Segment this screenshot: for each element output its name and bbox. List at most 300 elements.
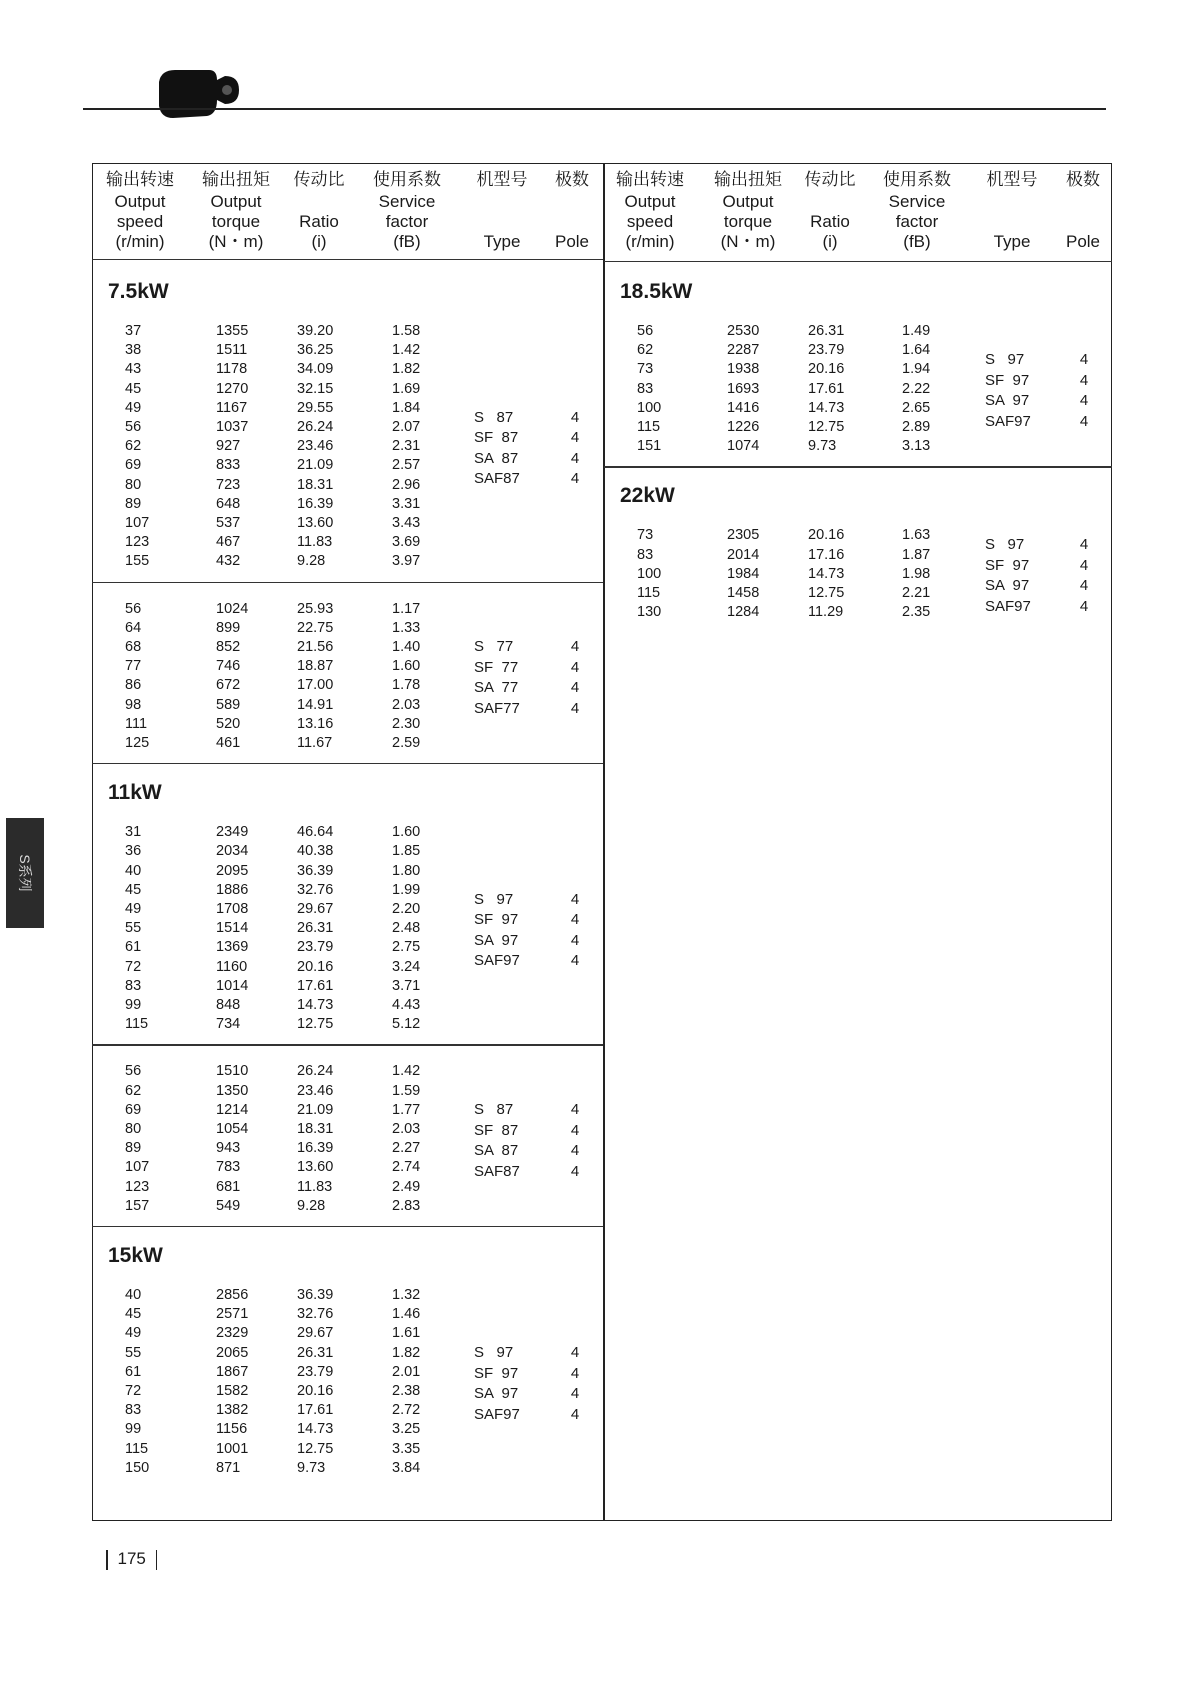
table-cell: 31 [125, 824, 142, 841]
table-cell: 18.31 [297, 476, 334, 493]
table-cell: 2.83 [392, 1197, 421, 1214]
table-cell: 56 [125, 600, 142, 617]
header-line: factor [895, 212, 939, 231]
table-cell: 123 [125, 1178, 150, 1195]
pole-value: 4 [570, 931, 580, 949]
table-cell: 56 [637, 323, 654, 339]
table-cell: 21.09 [297, 457, 334, 474]
table-cell: 2.59 [392, 735, 421, 751]
table-cell: 49 [125, 399, 142, 416]
table-cell: 32.15 [297, 380, 334, 397]
type-list [474, 890, 520, 972]
table-cell: 1214 [216, 1101, 249, 1118]
table-cell: 1178 [216, 361, 248, 378]
table-cell: 1511 [216, 342, 248, 359]
header-bottom-rule-left [92, 259, 603, 260]
header-line: Type [993, 232, 1031, 251]
table-cell: 1.40 [392, 639, 421, 655]
table-cell: 26.24 [297, 1063, 334, 1080]
type-code: S 97 [474, 1344, 514, 1361]
table-cell: 14.73 [808, 565, 845, 582]
table-cell: 89 [125, 1140, 142, 1157]
table-cell: 21.56 [297, 639, 334, 655]
header-line [780, 192, 880, 212]
pole-value: 4 [570, 1364, 580, 1382]
type-code: S 97 [985, 351, 1025, 369]
table-cell: 1.59 [392, 1082, 421, 1099]
table-cell: 73 [637, 527, 654, 544]
table-cell: 23.46 [297, 438, 334, 455]
table-cell: 1582 [216, 1383, 249, 1399]
table-cell: 1270 [216, 380, 249, 397]
header-line: (r/min) [115, 232, 165, 251]
table-cell: 46.64 [297, 824, 334, 841]
type-code: S 77 [474, 638, 514, 656]
table-cell: 1160 [216, 958, 248, 975]
table-cell: 943 [216, 1140, 241, 1157]
type-code: SF 97 [985, 371, 1030, 389]
table-cell: 123 [125, 534, 150, 551]
table-cell: 1024 [216, 600, 249, 617]
table-cell: 45 [125, 881, 142, 898]
series-side-tab: S系列 [6, 818, 44, 928]
table-cell: 1.33 [392, 619, 421, 636]
pole-value: 4 [570, 699, 580, 717]
table-cell: 26.31 [297, 920, 334, 937]
header-line: 极数 [555, 170, 589, 189]
header-line: (i) [822, 232, 838, 251]
table-cell: 12.75 [297, 1016, 334, 1033]
pole-value: 4 [570, 408, 580, 426]
table-cell: 2.07 [392, 419, 421, 435]
pole-list [1074, 350, 1094, 432]
pole-value: 4 [570, 679, 580, 697]
table-cell: 34.09 [297, 361, 334, 378]
table-cell: 61 [125, 939, 142, 956]
header-line: 输出转速 [106, 170, 174, 189]
table-cell: 11.83 [297, 1178, 333, 1195]
column-header [600, 170, 700, 252]
table-cell: 100 [637, 399, 662, 416]
table-cell: 2.20 [392, 901, 421, 917]
header-line [269, 192, 369, 212]
pole-list [1074, 535, 1094, 617]
column-header [1033, 170, 1133, 252]
type-list [474, 1343, 520, 1425]
table-cell: 1054 [216, 1121, 249, 1137]
table-cell: 25.93 [297, 600, 334, 617]
table-cell: 1.42 [392, 342, 421, 359]
table-cell: 17.16 [808, 546, 845, 563]
table-cell: 23.79 [297, 1363, 334, 1380]
table-cell: 1693 [727, 380, 760, 397]
group-divider [604, 466, 1112, 467]
table-cell: 17.61 [297, 977, 334, 994]
pole-value: 4 [570, 1344, 580, 1361]
table-cell: 23.79 [808, 342, 845, 359]
table-cell: 2856 [216, 1287, 249, 1303]
table-cell: 1284 [727, 604, 760, 621]
table-cell: 130 [637, 604, 662, 621]
table-cell: 61 [125, 1363, 142, 1380]
type-code: SF 87 [474, 429, 519, 447]
table-cell: 3.43 [392, 515, 421, 531]
table-cell: 2.72 [392, 1402, 421, 1419]
table-cell: 20.16 [297, 1383, 334, 1399]
table-cell: 1.60 [392, 658, 421, 675]
type-code: SA 87 [474, 449, 519, 467]
table-cell: 29.67 [297, 1325, 334, 1342]
table-cell: 681 [216, 1178, 241, 1195]
table-cell: 927 [216, 438, 241, 455]
table-cell: 648 [216, 495, 241, 512]
table-cell: 17.61 [297, 1402, 334, 1419]
pole-value: 4 [570, 1405, 580, 1423]
table-cell: 72 [125, 958, 142, 975]
table-cell: 2.57 [392, 457, 421, 474]
pole-value: 4 [1079, 597, 1089, 615]
table-cell: 1.61 [392, 1325, 421, 1342]
table-cell: 2.65 [902, 399, 931, 416]
table-cell: 746 [216, 658, 241, 675]
table-cell: 2349 [216, 824, 249, 841]
table-cell: 2.38 [392, 1383, 421, 1399]
table-cell: 13.60 [297, 515, 334, 531]
table-cell: 40 [125, 1287, 142, 1303]
header-line: 输出扭矩 [202, 170, 270, 189]
table-cell: 1.87 [902, 546, 931, 563]
type-code: S 87 [474, 408, 514, 426]
table-cell: 26.24 [297, 419, 334, 435]
table-cell: 3.24 [392, 958, 421, 975]
table-cell: 1867 [216, 1363, 249, 1380]
column-header [90, 170, 190, 252]
type-code: SF 97 [985, 556, 1030, 574]
type-code: SF 77 [474, 658, 519, 676]
table-cell: 43 [125, 361, 142, 378]
table-cell: 537 [216, 515, 241, 531]
table-cell: 1037 [216, 419, 249, 435]
table-cell: 1510 [216, 1063, 249, 1080]
pole-value: 4 [570, 1142, 580, 1160]
table-cell: 68 [125, 639, 142, 655]
pole-value: 4 [570, 429, 580, 447]
table-cell: 1.58 [392, 323, 421, 339]
table-cell: 2.35 [902, 604, 931, 621]
table-cell: 1.63 [902, 527, 931, 544]
header-line: Output [624, 192, 676, 211]
power-section-title: 22kW [620, 484, 675, 508]
table-cell: 125 [125, 735, 150, 751]
group-divider [92, 1226, 603, 1227]
pole-value: 4 [570, 911, 580, 929]
table-cell: 26.31 [808, 323, 845, 339]
table-cell: 9.28 [297, 553, 326, 570]
table-cell: 1.46 [392, 1306, 421, 1323]
table-cell: 1.85 [392, 843, 421, 860]
table-cell: 467 [216, 534, 241, 551]
table-cell: 1167 [216, 399, 248, 416]
table-cell: 69 [125, 1101, 142, 1118]
table-cell: 107 [125, 515, 150, 531]
table-cell: 20.16 [808, 527, 845, 544]
table-cell: 461 [216, 735, 241, 751]
pole-value: 4 [570, 890, 580, 908]
table-cell: 734 [216, 1016, 241, 1033]
type-code: SF 87 [474, 1121, 519, 1139]
header-line: Type [483, 232, 521, 251]
pole-value: 4 [570, 638, 580, 656]
table-cell: 14.73 [297, 997, 334, 1013]
header-line: Output [210, 192, 262, 211]
table-cell: 36.39 [297, 1287, 334, 1303]
table-cell: 1.69 [392, 380, 421, 397]
table-cell: 2065 [216, 1344, 249, 1361]
pole-value: 4 [1079, 556, 1089, 574]
header-line: speed [116, 212, 164, 231]
table-cell: 1.98 [902, 565, 931, 582]
table-cell: 2014 [727, 546, 760, 563]
header-bottom-rule-right [604, 261, 1112, 262]
table-cell: 9.73 [297, 1459, 326, 1476]
table-cell: 55 [125, 1344, 142, 1361]
table-cell: 72 [125, 1383, 142, 1399]
table-cell: 11.29 [808, 604, 844, 621]
type-list [474, 637, 520, 719]
column-header [269, 170, 369, 252]
table-cell: 80 [125, 476, 142, 493]
type-code: SF 97 [474, 1364, 519, 1382]
table-cell: 3.25 [392, 1421, 421, 1438]
table-cell: 11.67 [297, 735, 333, 751]
header-line: Ratio [810, 212, 850, 231]
pole-value: 4 [570, 1101, 580, 1119]
pole-value: 4 [570, 470, 580, 488]
table-cell: 2.03 [392, 1121, 421, 1137]
page-number: 175 [96, 1549, 167, 1570]
type-code: SAF87 [474, 470, 520, 488]
group-divider [92, 763, 603, 764]
table-cell: 111 [125, 715, 148, 732]
table-cell: 62 [637, 342, 654, 359]
header-line: 机型号 [476, 170, 528, 189]
group-divider [92, 582, 603, 583]
table-cell: 1001 [216, 1440, 249, 1457]
table-cell: 1350 [216, 1082, 249, 1099]
header-line: (N・m) [208, 232, 264, 251]
table-cell: 4.43 [392, 997, 421, 1013]
table-cell: 871 [216, 1459, 241, 1476]
table-cell: 2.48 [392, 920, 421, 937]
table-cell: 2530 [727, 323, 760, 339]
type-list [985, 350, 1031, 432]
table-cell: 89 [125, 495, 142, 512]
table-cell: 899 [216, 619, 241, 636]
table-cell: 2095 [216, 862, 249, 879]
table-cell: 1014 [216, 977, 249, 994]
table-cell: 73 [637, 361, 654, 378]
table-cell: 12.75 [297, 1440, 334, 1457]
table-cell: 1.84 [392, 399, 421, 416]
table-cell: 1708 [216, 901, 249, 917]
header-line: 使用系数 [883, 170, 951, 189]
header-line: Ratio [299, 212, 339, 231]
table-cell: 80 [125, 1121, 142, 1137]
table-cell: 99 [125, 997, 142, 1013]
power-section-title: 18.5kW [620, 280, 693, 303]
table-cell: 1074 [727, 438, 760, 455]
header-line: Service [888, 192, 946, 211]
table-cell: 589 [216, 696, 241, 713]
table-cell: 2.89 [902, 419, 931, 435]
pole-value: 4 [1079, 371, 1089, 389]
header-line: 机型号 [986, 170, 1038, 189]
table-cell: 1.32 [392, 1287, 421, 1303]
table-cell: 18.31 [297, 1121, 334, 1137]
table-cell: 40.38 [297, 843, 334, 860]
pole-value: 4 [1079, 351, 1089, 369]
table-cell: 20.16 [808, 361, 845, 378]
table-cell: 1355 [216, 323, 249, 339]
pole-value: 4 [570, 1385, 580, 1402]
table-cell: 1156 [216, 1421, 248, 1438]
table-cell: 14.73 [808, 399, 845, 416]
table-cell: 432 [216, 553, 241, 570]
table-cell: 18.87 [297, 658, 334, 675]
pole-list [565, 637, 585, 719]
header-line: 传动比 [804, 170, 856, 189]
pole-list [565, 1100, 585, 1182]
table-cell: 100 [637, 565, 662, 582]
pole-value: 4 [570, 658, 580, 676]
table-cell: 2.96 [392, 476, 421, 493]
table-cell: 62 [125, 438, 142, 455]
table-cell: 12.75 [808, 585, 845, 601]
pole-value: 4 [570, 1162, 580, 1180]
header-line: Output [722, 192, 774, 211]
table-cell: 56 [125, 419, 142, 435]
table-cell: 1.17 [392, 600, 421, 617]
type-code: S 87 [474, 1101, 514, 1119]
pole-value: 4 [570, 1121, 580, 1139]
table-cell: 549 [216, 1197, 241, 1214]
table-cell: 83 [125, 977, 142, 994]
table-cell: 155 [125, 553, 150, 570]
table-cell: 14.91 [297, 696, 334, 713]
type-list [474, 408, 520, 490]
type-code: SAF97 [474, 1405, 520, 1423]
table-cell: 32.76 [297, 881, 334, 898]
header-rule [83, 108, 1106, 110]
header-line: 极数 [1066, 170, 1100, 189]
pole-value: 4 [1079, 577, 1089, 595]
table-cell: 2329 [216, 1325, 249, 1342]
table-cell: 107 [125, 1159, 150, 1176]
pole-value: 4 [1079, 536, 1089, 554]
table-cell: 1.49 [902, 323, 931, 339]
column-header [867, 170, 967, 252]
table-cell: 115 [637, 419, 661, 435]
header-line: Pole [554, 232, 590, 251]
table-cell: 1.64 [902, 342, 931, 359]
table-cell: 1369 [216, 939, 249, 956]
table-cell: 56 [125, 1063, 142, 1080]
table-cell: 1.42 [392, 1063, 421, 1080]
header-line: 使用系数 [373, 170, 441, 189]
table-cell: 1.82 [392, 1344, 421, 1361]
table-cell: 13.16 [297, 715, 334, 732]
header-line: 输出扭矩 [714, 170, 782, 189]
table-cell: 29.67 [297, 901, 334, 917]
table-cell: 3.69 [392, 534, 421, 551]
table-cell: 1.60 [392, 824, 421, 841]
table-cell: 38 [125, 342, 142, 359]
table-cell: 83 [637, 380, 654, 397]
table-cell: 83 [637, 546, 654, 563]
table-cell: 45 [125, 380, 142, 397]
table-cell: 99 [125, 1421, 142, 1438]
table-cell: 1.94 [902, 361, 931, 378]
table-cell: 14.73 [297, 1421, 334, 1438]
table-cell: 833 [216, 457, 241, 474]
table-cell: 2.21 [902, 585, 931, 601]
pole-list [565, 408, 585, 490]
type-code: SA 97 [985, 392, 1030, 410]
table-cell: 16.39 [297, 1140, 334, 1157]
table-cell: 1.99 [392, 881, 421, 898]
power-section-title: 15kW [108, 1244, 163, 1267]
table-cell: 852 [216, 639, 241, 655]
header-line: (fB) [393, 232, 421, 251]
table-cell: 55 [125, 920, 142, 937]
header-line: factor [385, 212, 429, 231]
table-cell: 2.49 [392, 1178, 421, 1195]
table-cell: 62 [125, 1082, 142, 1099]
table-cell: 64 [125, 619, 142, 636]
column-header [780, 170, 880, 252]
table-cell: 672 [216, 677, 241, 694]
group-divider [92, 1044, 603, 1045]
table-cell: 2.30 [392, 715, 421, 732]
pole-value: 4 [1079, 392, 1089, 410]
header-line: (r/min) [625, 232, 675, 251]
table-cell: 1226 [727, 419, 760, 435]
table-cell: 29.55 [297, 399, 334, 416]
table-cell: 77 [125, 658, 142, 675]
header-line: torque [211, 212, 261, 231]
type-code: SF 97 [474, 911, 519, 929]
header-line: Pole [1065, 232, 1101, 251]
table-cell: 115 [637, 585, 661, 601]
pole-list [565, 1343, 585, 1425]
table-cell: 2.74 [392, 1159, 421, 1176]
table-cell: 3.31 [392, 495, 421, 512]
table-cell: 36.25 [297, 342, 334, 359]
table-cell: 20.16 [297, 958, 334, 975]
header-line: (fB) [903, 232, 931, 251]
header-line [1033, 192, 1133, 212]
table-cell: 39.20 [297, 323, 334, 339]
table-cell: 151 [637, 438, 662, 455]
table-cell: 848 [216, 997, 241, 1013]
column-header [357, 170, 457, 252]
table-cell: 9.28 [297, 1197, 326, 1214]
table-cell: 2034 [216, 843, 249, 860]
table-cell: 22.75 [297, 619, 334, 636]
table-cell: 2.31 [392, 438, 421, 455]
table-cell: 45 [125, 1306, 142, 1323]
type-code: SAF97 [985, 412, 1031, 430]
